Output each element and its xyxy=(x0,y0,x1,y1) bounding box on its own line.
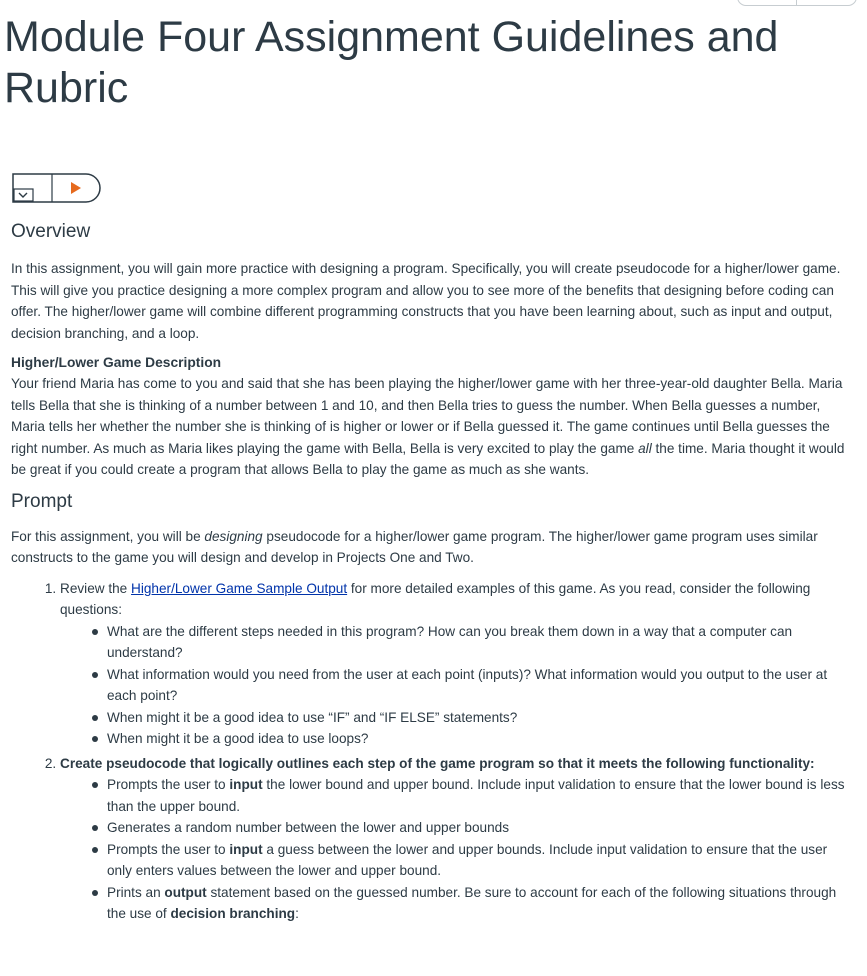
prompt-intro-part2: pseudocode for a higher/lower game program. The higher/lower game program uses similar constructs to the game you will design and develop in Projects One and Two. xyxy=(11,528,818,565)
req4-part-b: output xyxy=(164,884,207,900)
page-title: Module Four Assignment Guidelines and Rubric xyxy=(4,13,779,112)
game-text-emphasis: all xyxy=(638,440,652,456)
req4-part-e: : xyxy=(295,906,299,921)
overview-paragraph: In this assignment, you will gain more practice with designing a program. Specifically, you will create pseudocode for a higher/lower game. This will give you practice designing a more complex program and allow you to see more of the benefits that designing before coding can offer. The higher/lower game will combine different programming constructs that you have been learning about, such as input and output, decision branching, and a loop. xyxy=(11,261,841,341)
pill-divider xyxy=(796,0,797,5)
question-item: What information would you need from the user at each point (inputs)? What information would you output to the user at each point? xyxy=(107,664,851,707)
prompt-intro xyxy=(11,526,851,569)
game-text-part1: Your friend Maria has come to you and said that she has been playing the higher/lower game with her three-year-old daughter Bella. Maria tells Bella that she is thinking of a number between 1 and 10, and then Bella tries to guess the number. When Bella guesses a number, Maria tells her whether the number she is thinking of is higher or lower or if Bella guessed it. The game continues until Bella guesses the right number. As much as Maria likes playing the game with Bella, Bella is very excited to play the game xyxy=(11,376,843,456)
req3-part-a: Prompts the user to xyxy=(107,841,230,857)
step2-label: Create pseudocode that logically outlines each step of the game program so that it meets the following functionality: xyxy=(60,755,815,771)
req3-part-b: input xyxy=(229,841,263,857)
req3-part-c: a guess between the lower and upper bounds. Include input validation to ensure that the user only enters values between the lower and upper bound. xyxy=(107,841,828,878)
media-player[interactable] xyxy=(12,172,102,202)
question-item: When might it be a good idea to use loops? xyxy=(107,728,851,750)
media-player-frame xyxy=(12,172,104,204)
step-2 xyxy=(60,753,851,937)
top-toolbar-pill[interactable] xyxy=(737,0,857,6)
page-bottom-whitespace xyxy=(0,928,867,976)
step-1 xyxy=(60,578,851,750)
game-text-part2: the time. Maria thought it would be great if you could create a program that allows Bella to play the game as much as she wants. xyxy=(11,440,845,477)
sample-output-link[interactable]: Higher/Lower Game Sample Output xyxy=(131,580,348,596)
overview-heading: Overview xyxy=(11,221,91,242)
chevron-down-icon xyxy=(14,189,33,201)
question-item: What are the different steps needed in this program? How can you break them down in a way that a computer can understand? xyxy=(107,621,851,664)
prompt-heading: Prompt xyxy=(11,490,73,512)
req4-part-d: decision branching xyxy=(170,906,296,921)
step1-text-before: Review the xyxy=(60,580,132,596)
step2-requirements xyxy=(60,774,851,937)
req1-part-c: the lower bound and upper bound. Include input validation to ensure that the lower bound is less than the upper bound. xyxy=(107,777,845,814)
step1-questions xyxy=(60,621,851,750)
requirement-item xyxy=(107,774,851,817)
step1-text-after: for more detailed examples of this game. As you read, consider the following questions: xyxy=(60,580,811,617)
prompt-intro-emphasis: designing xyxy=(204,528,263,544)
game-description-paragraph xyxy=(11,373,851,481)
req1-part-b: input xyxy=(229,777,263,792)
req4-part-a: Prints an xyxy=(107,884,165,900)
game-description-heading: Higher/Lower Game Description xyxy=(11,355,222,370)
assignment-content xyxy=(11,216,851,940)
requirement-item: Generates a random number between the lower and upper bounds xyxy=(107,817,851,839)
question-item: When might it be a good idea to use “IF” and “IF ELSE” statements? xyxy=(107,707,851,729)
req1-part-a: Prompts the user to xyxy=(107,777,230,792)
prompt-intro-part1: For this assignment, you will be xyxy=(11,528,205,544)
requirement-item xyxy=(107,839,851,882)
prompt-steps xyxy=(11,578,851,937)
req4-part-c: statement based on the guessed number. Be sure to account for each of the following situations through the use of xyxy=(107,884,837,921)
